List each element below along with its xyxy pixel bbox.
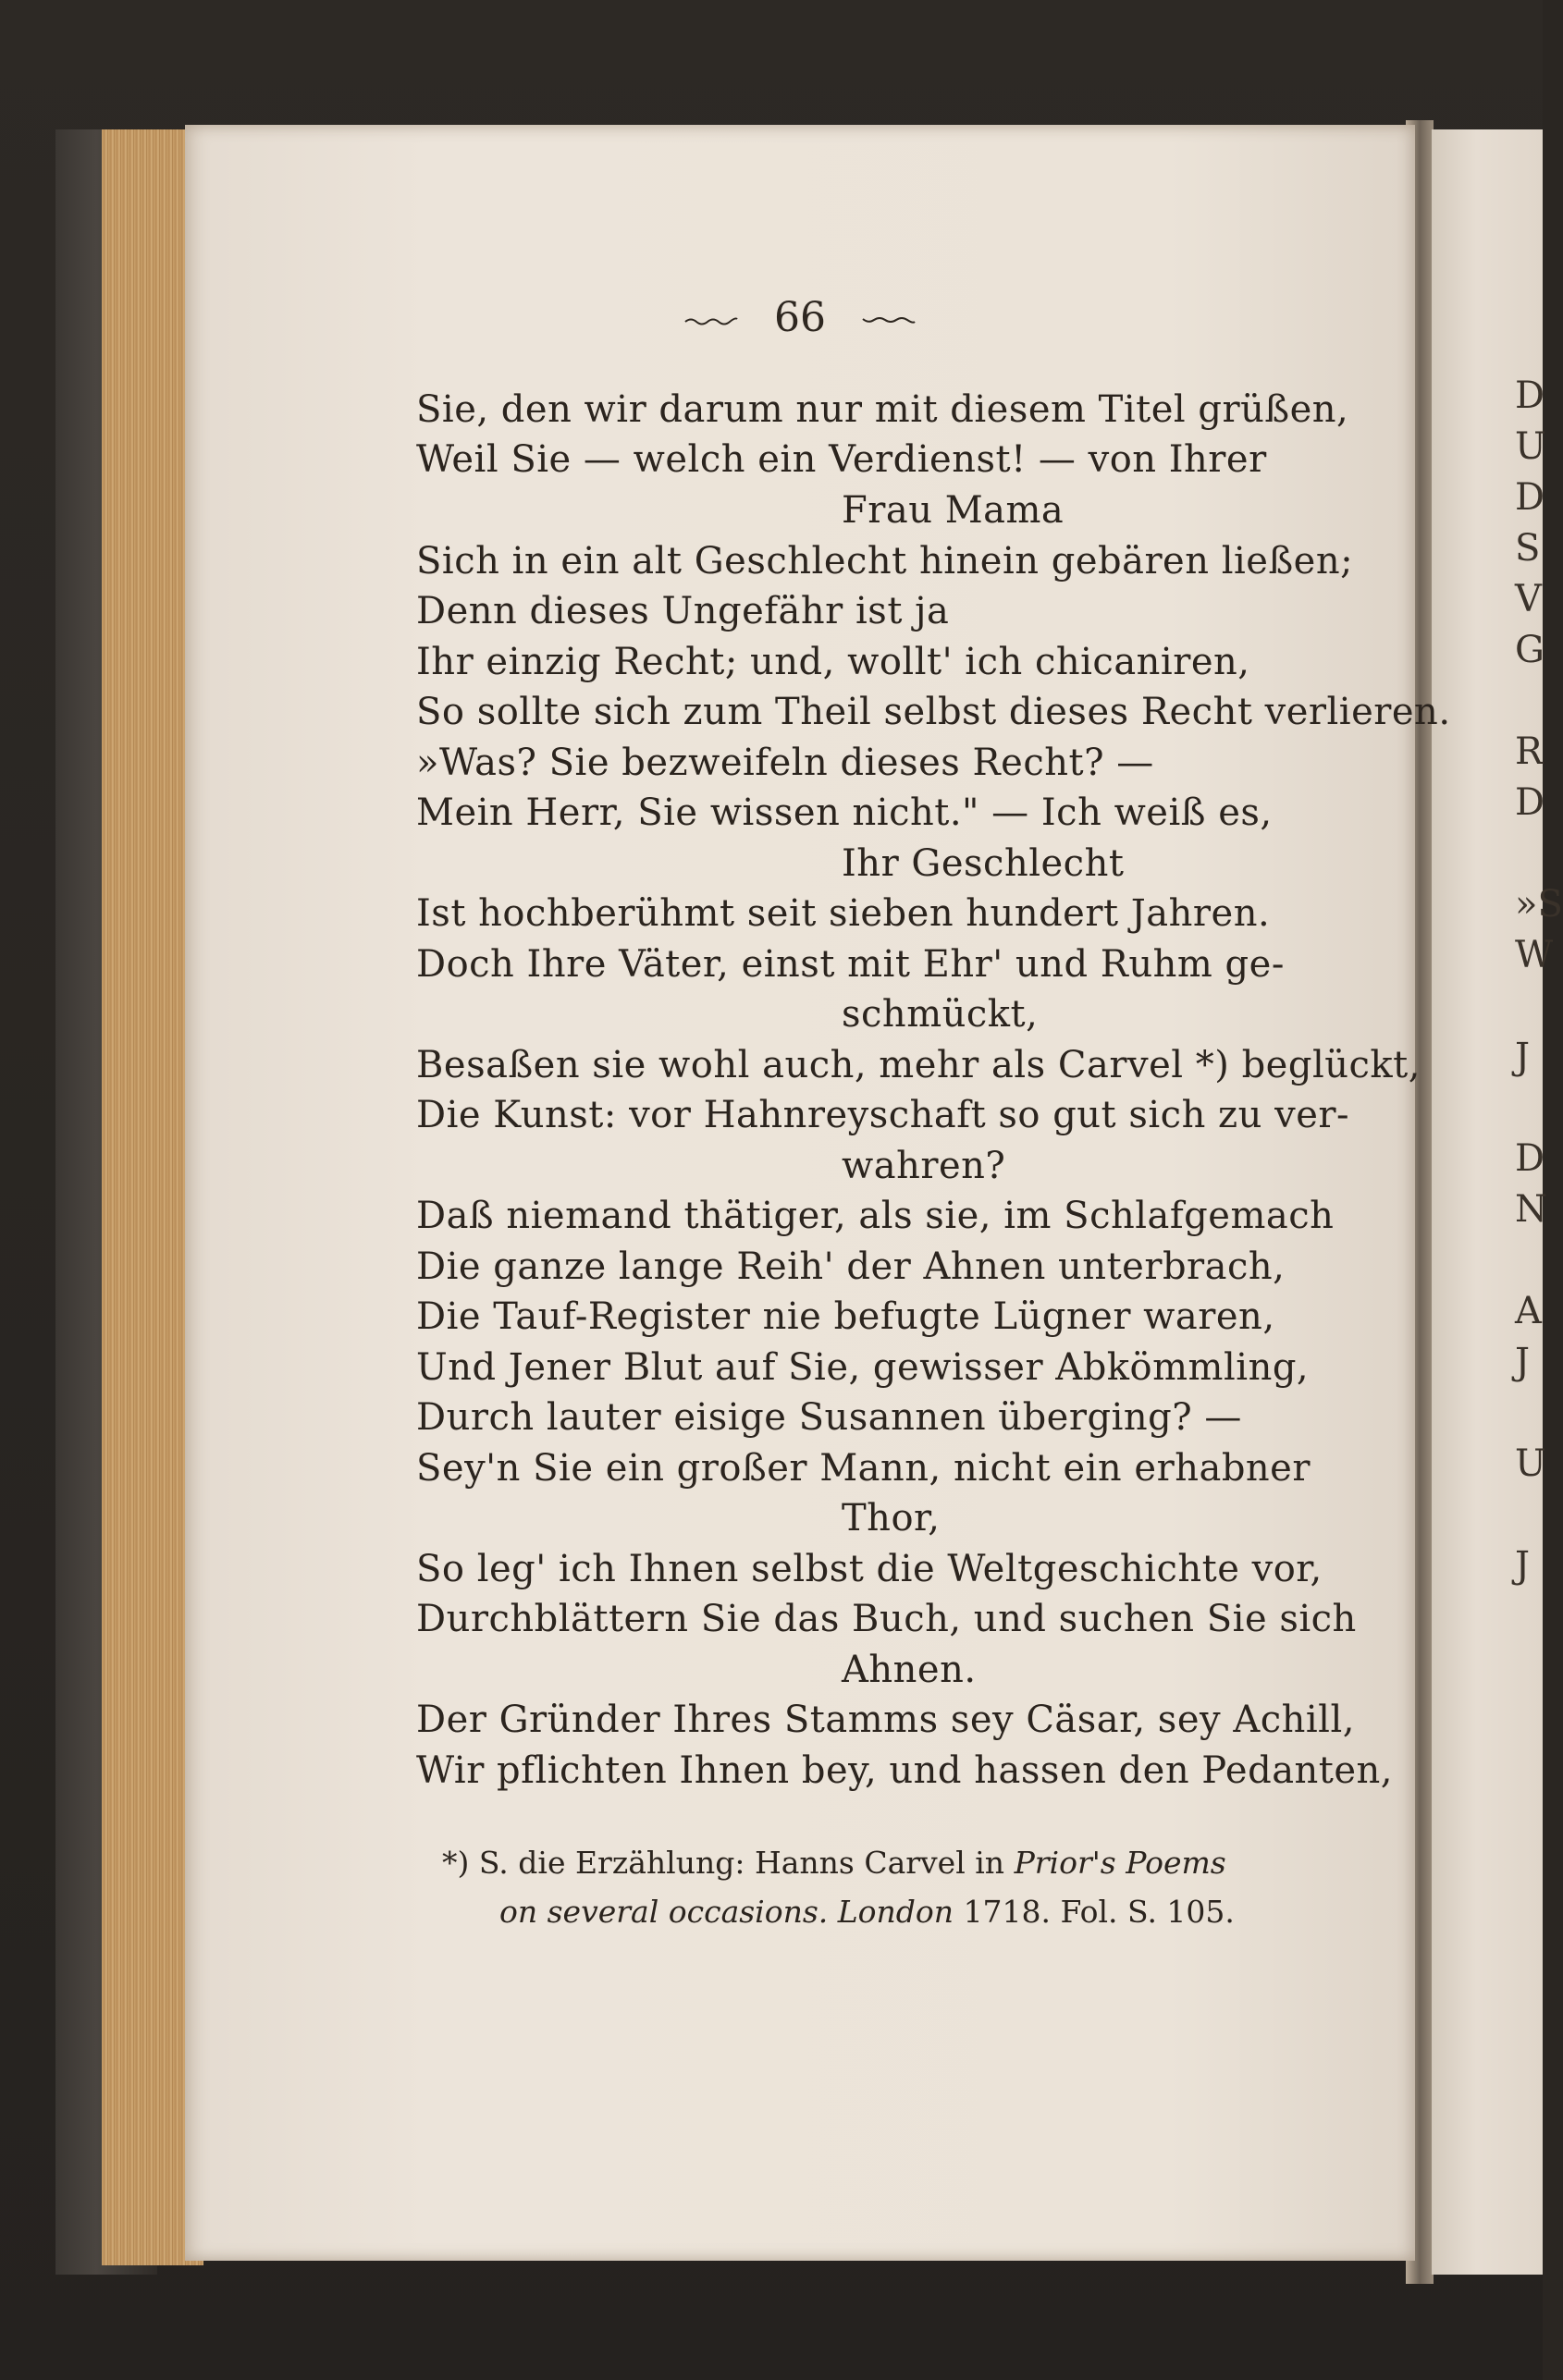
facing-glyph: V [1515, 578, 1542, 620]
text-line: Durchblättern Sie das Buch, und suchen Sie sich [416, 1598, 1357, 1640]
text-line: Ist hochberühmt seit sieben hundert Jahren. [416, 892, 1271, 935]
text-line: Daß niemand thätiger, als sie, im Schlafgemach [416, 1195, 1335, 1237]
text-line: Ihr einzig Recht; und, wollt' ich chicaniren, [416, 641, 1250, 683]
text-line: Durch lauter eisige Susannen überging? — [416, 1396, 1242, 1439]
facing-glyph: W [1515, 934, 1554, 976]
text-line: Denn dieses Ungefähr ist ja [416, 590, 950, 632]
text-line: Und Jener Blut auf Sie, gewisser Abkömmling, [416, 1346, 1310, 1389]
facing-glyph: A [1515, 1290, 1542, 1332]
text-line: Sey'n Sie ein großer Mann, nicht ein erhabner [416, 1447, 1311, 1490]
page-header [185, 294, 1415, 341]
facing-glyph: D [1515, 374, 1545, 417]
text-line: Sie, den wir darum nur mit diesem Titel grüßen, [416, 388, 1349, 431]
ornament-right-icon [861, 316, 917, 325]
facing-glyph: U [1515, 1442, 1546, 1485]
page-number: 66 [774, 294, 826, 341]
text-line: Die ganze lange Reih' der Ahnen unterbrach, [416, 1245, 1286, 1288]
text-line: Die Tauf-Register nie befugte Lügner waren, [416, 1295, 1275, 1338]
footnote-italic: Prior's Poems [1014, 1845, 1226, 1881]
text-line: Frau Mama [842, 489, 1065, 532]
facing-glyph: D [1515, 476, 1545, 519]
facing-glyph: J [1515, 1036, 1531, 1078]
facing-glyph: G [1515, 629, 1545, 671]
text-line: Doch Ihre Väter, einst mit Ehr' und Ruhm ge- [416, 943, 1285, 986]
text-line: Mein Herr, Sie wissen nicht." — Ich weiß es, [416, 791, 1273, 834]
text-line: wahren? [842, 1145, 1006, 1187]
text-line: Besaßen sie wohl auch, mehr als Carvel *) beglückt, [416, 1044, 1421, 1086]
text-line: Die Kunst: vor Hahnreyschaft so gut sich zu ver- [416, 1094, 1349, 1136]
footnote-text: 1718. Fol. S. 105. [963, 1894, 1235, 1930]
text-line: So leg' ich Ihnen selbst die Weltgeschichte vor, [416, 1548, 1323, 1590]
facing-glyph: J [1515, 1341, 1531, 1383]
footnote-italic: on several occasions. London [499, 1894, 954, 1930]
text-line: Thor, [842, 1497, 941, 1540]
ornament-left-icon [683, 316, 739, 325]
text-line: schmückt, [842, 993, 1039, 1036]
text-line: Sich in ein alt Geschlecht hinein gebären ließen; [416, 540, 1354, 583]
text-line: Ahnen. [842, 1649, 977, 1691]
facing-glyph: S [1515, 527, 1541, 570]
facing-glyph: U [1515, 425, 1546, 468]
text-line: Ihr Geschlecht [842, 842, 1125, 885]
facing-glyph: D [1515, 1137, 1545, 1180]
facing-page [1432, 129, 1563, 2275]
facing-glyph: J [1515, 1544, 1531, 1587]
text-line: Wir pflichten Ihnen bey, und hassen den Pedanten, [416, 1749, 1394, 1792]
facing-glyph: N [1515, 1188, 1547, 1231]
text-line: »Was? Sie bezweifeln dieses Recht? — [416, 742, 1154, 784]
facing-glyph: D [1515, 781, 1545, 824]
facing-glyph: R [1515, 730, 1544, 773]
text-line: Weil Sie — welch ein Verdienst! — von Ihrer [416, 438, 1267, 481]
text-line: Der Gründer Ihres Stamms sey Cäsar, sey Achill, [416, 1699, 1355, 1741]
facing-glyph: »S [1515, 883, 1563, 926]
footnote-text: *) S. die Erzählung: Hanns Carvel in [442, 1845, 1005, 1881]
text-line: So sollte sich zum Theil selbst dieses Recht verlieren. [416, 691, 1451, 733]
